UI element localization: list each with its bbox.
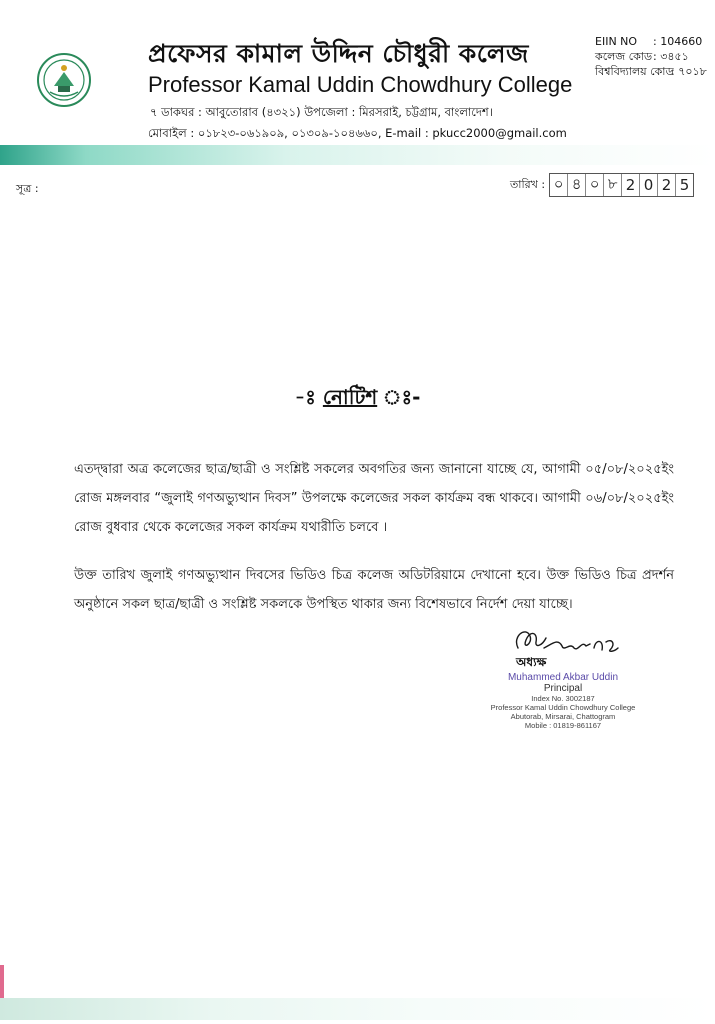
principal-stamp [478, 672, 648, 730]
code-value: : 104660 [653, 35, 703, 48]
stamp-name: Muhammed Akbar Uddin [507, 672, 619, 683]
college-name-bengali: প্রফেসর কামাল উদ্দিন চৌধুরী কলেজ [148, 39, 529, 68]
notice-paragraph-1: এতদ্দ্বারা অত্র কলেজের ছাত্র/ছাত্রী ও সংশ্লিষ্ট সকলের অবগতির জন্য জানানো যাচ্ছে যে, আগামী ০৫/০৮/২০২৫ইং রোজ মঙ্গলবার “জুলাই গণঅভ্যুত্থান দিবস” উপলক্ষে কলেজের সকল কার্যক্রম বন্ধ থাকবে। আগামী ০৬/০৮/২০২৫ইং রোজ বুধবার থেকে কলেজের সকল কার্যক্রম যথারীতি চলবে । [74, 462, 674, 535]
header-divider-band [0, 145, 715, 165]
date-digit: ৮ [603, 174, 621, 196]
footer-band [0, 998, 715, 1020]
notice-heading-prefix: -ঃ [294, 385, 323, 409]
notice-heading [0, 383, 715, 416]
stamp-mobile: Mobile : 01819-861167 [524, 721, 602, 730]
date-digit: 0 [639, 174, 657, 196]
date-digit: 2 [657, 174, 675, 196]
college-logo [36, 52, 92, 108]
stamp-index: Index No. 3002187 [531, 694, 595, 703]
date-label: তারিখ : [510, 177, 546, 191]
date-digit: ০ [553, 174, 564, 193]
date-field [510, 173, 694, 197]
notice-heading-word: নোটিশ [322, 385, 378, 409]
institution-codes [595, 34, 711, 79]
stamp-address: Abutorab, Mirsarai, Chattogram [510, 712, 616, 721]
code-row-university [595, 64, 711, 79]
notice-paragraph-2: উক্ত তারিখ জুলাই গণঅভ্যুত্থান দিবসের ভিডিও চিত্র কলেজ অডিটরিয়ামে দেখানো হবে। উক্ত ভিডিও চিত্র প্রদর্শন অনুষ্ঠানে সকল ছাত্র/ছাত্রী ও সংশ্লিষ্ট সকলকে উপস্থিত থাকার জন্য বিশেষভাবে নির্দেশ দেয়া যাচ্ছে। [74, 568, 674, 612]
notice-heading-suffix: ঃ- [377, 385, 421, 409]
stamp-role: Principal [543, 683, 583, 694]
code-label: বিশ্ববিদ্যালয় কোড [595, 65, 674, 78]
code-row-college [595, 49, 711, 64]
college-address: ৭ ডাকঘর : আবুতোরাব (৪৩২১) উপজেলা : মিরসরাই, চট্টগ্রাম, বাংলাদেশ। [150, 105, 493, 119]
date-digit: 2 [621, 174, 639, 196]
date-digit: 5 [675, 174, 693, 196]
code-value: : ৩৪৫১ [653, 50, 689, 63]
code-label: EIIN NO [595, 35, 638, 48]
college-name-english: Professor Kamal Uddin Chowdhury College [148, 72, 573, 97]
reference-label: সূত্র : [16, 182, 39, 195]
date-digit: ৪ [567, 174, 585, 196]
date-digit: ০ [585, 174, 603, 196]
date-boxes [549, 173, 694, 197]
stamp-college: Professor Kamal Uddin Chowdhury College [490, 703, 636, 712]
college-contact: মোবাইল : ০১৮২৩-০৬১৯০৯, ০১৩০৯-১০৪৬৬০, E-mail : pkucc2000@gmail.com [148, 126, 567, 140]
code-value: : ৭০১৮ [671, 65, 707, 78]
code-label: কলেজ কোড [595, 50, 653, 63]
principal-title: অধ্যক্ষ [516, 655, 547, 669]
code-row-eiin [595, 34, 711, 49]
